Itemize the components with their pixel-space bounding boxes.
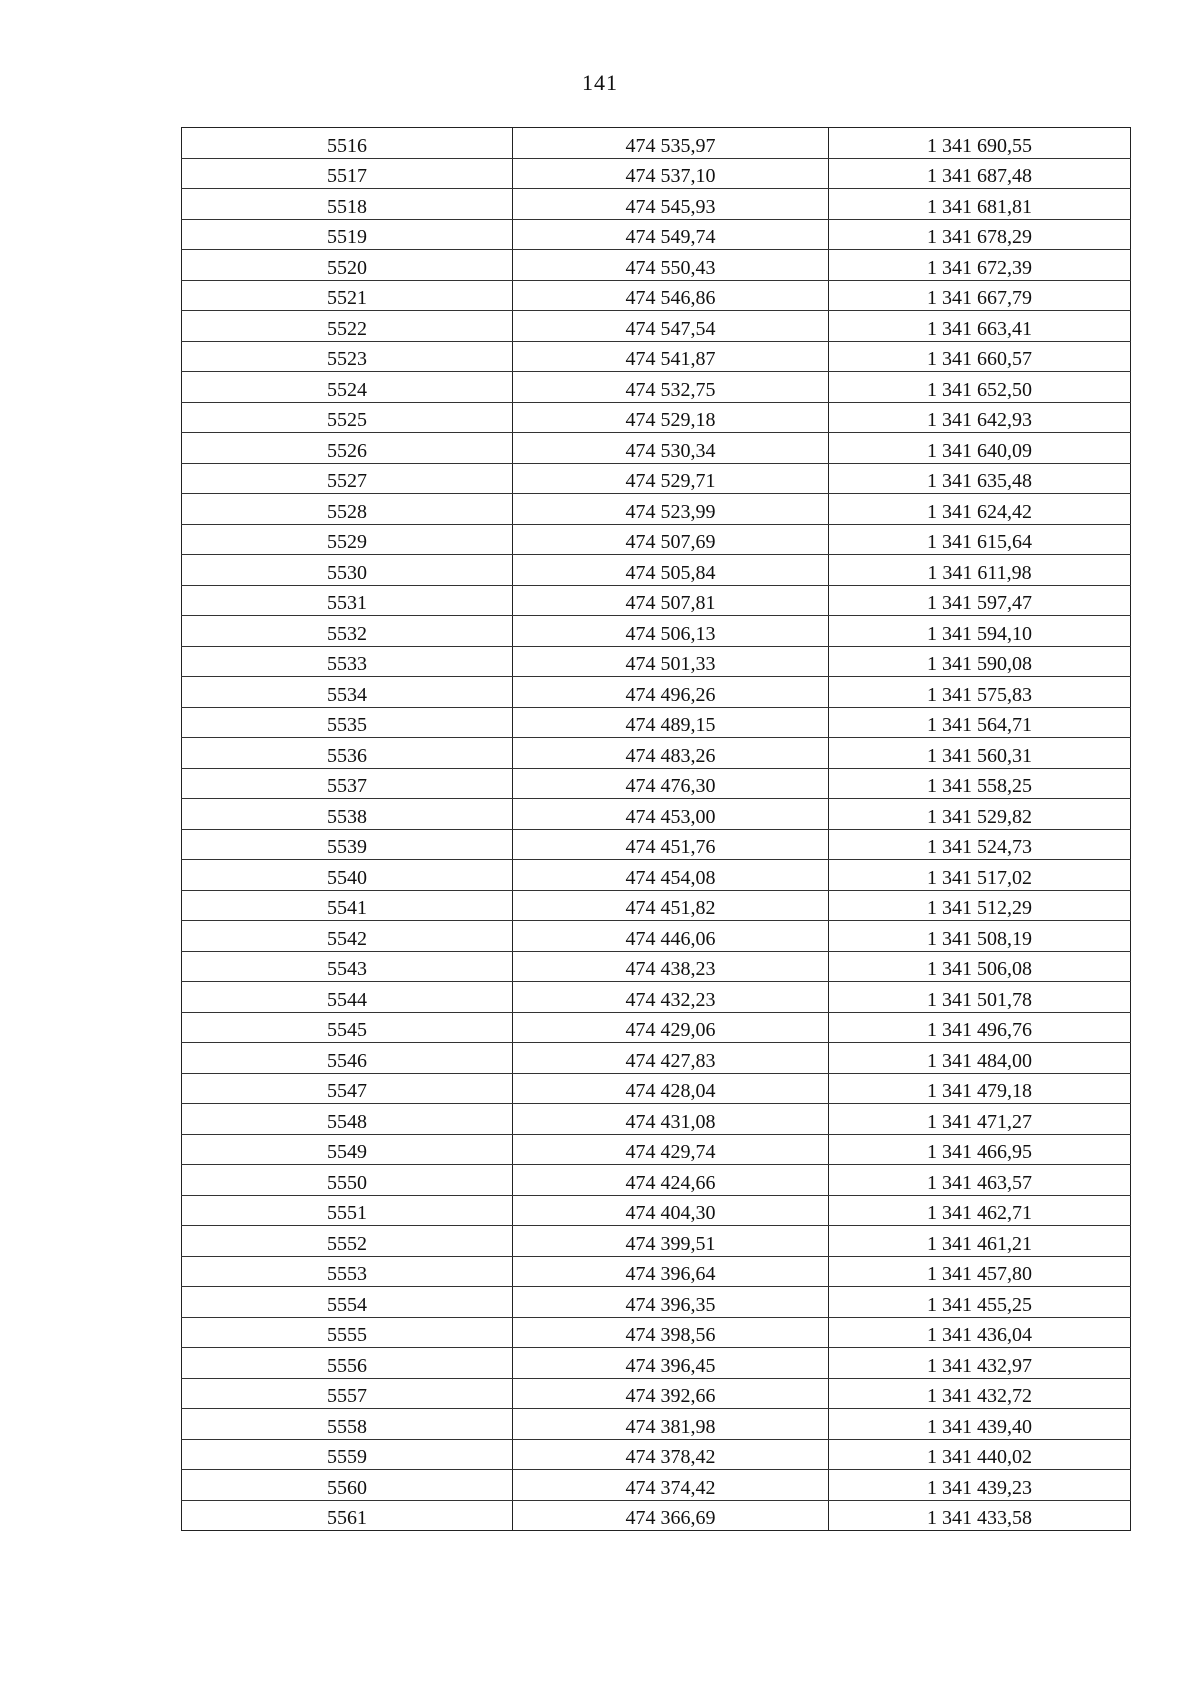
table-row: [182, 372, 1131, 403]
point-number-cell: 5527: [182, 463, 513, 494]
table-row: [182, 494, 1131, 525]
table-row: [182, 433, 1131, 464]
y-coordinate-cell: 1 341 439,40: [829, 1409, 1131, 1440]
coordinates-table: [181, 127, 1131, 1531]
table-row: [182, 799, 1131, 830]
y-coordinate-cell: 1 341 672,39: [829, 250, 1131, 281]
point-number-cell: 5533: [182, 646, 513, 677]
table-row: [182, 341, 1131, 372]
x-coordinate-cell: 474 432,23: [513, 982, 829, 1013]
point-number-cell: 5560: [182, 1470, 513, 1501]
table-row: [182, 128, 1131, 159]
x-coordinate-cell: 474 429,06: [513, 1012, 829, 1043]
point-number-cell: 5558: [182, 1409, 513, 1440]
x-coordinate-cell: 474 404,30: [513, 1195, 829, 1226]
y-coordinate-cell: 1 341 461,21: [829, 1226, 1131, 1257]
x-coordinate-cell: 474 535,97: [513, 128, 829, 159]
point-number-cell: 5521: [182, 280, 513, 311]
y-coordinate-cell: 1 341 501,78: [829, 982, 1131, 1013]
point-number-cell: 5539: [182, 829, 513, 860]
point-number-cell: 5519: [182, 219, 513, 250]
table-body: [182, 128, 1131, 1531]
table-row: [182, 768, 1131, 799]
x-coordinate-cell: 474 532,75: [513, 372, 829, 403]
y-coordinate-cell: 1 341 687,48: [829, 158, 1131, 189]
table-row: [182, 951, 1131, 982]
y-coordinate-cell: 1 341 524,73: [829, 829, 1131, 860]
y-coordinate-cell: 1 341 597,47: [829, 585, 1131, 616]
y-coordinate-cell: 1 341 660,57: [829, 341, 1131, 372]
x-coordinate-cell: 474 454,08: [513, 860, 829, 891]
x-coordinate-cell: 474 366,69: [513, 1500, 829, 1531]
table-row: [182, 1348, 1131, 1379]
table-row: [182, 1500, 1131, 1531]
table-row: [182, 890, 1131, 921]
x-coordinate-cell: 474 546,86: [513, 280, 829, 311]
x-coordinate-cell: 474 489,15: [513, 707, 829, 738]
point-number-cell: 5525: [182, 402, 513, 433]
point-number-cell: 5536: [182, 738, 513, 769]
table-row: [182, 402, 1131, 433]
table-row: [182, 555, 1131, 586]
table-row: [182, 1317, 1131, 1348]
x-coordinate-cell: 474 541,87: [513, 341, 829, 372]
table-row: [182, 463, 1131, 494]
x-coordinate-cell: 474 507,69: [513, 524, 829, 555]
y-coordinate-cell: 1 341 455,25: [829, 1287, 1131, 1318]
y-coordinate-cell: 1 341 517,02: [829, 860, 1131, 891]
y-coordinate-cell: 1 341 624,42: [829, 494, 1131, 525]
point-number-cell: 5526: [182, 433, 513, 464]
point-number-cell: 5561: [182, 1500, 513, 1531]
point-number-cell: 5517: [182, 158, 513, 189]
x-coordinate-cell: 474 398,56: [513, 1317, 829, 1348]
point-number-cell: 5520: [182, 250, 513, 281]
table-row: [182, 829, 1131, 860]
x-coordinate-cell: 474 507,81: [513, 585, 829, 616]
y-coordinate-cell: 1 341 432,72: [829, 1378, 1131, 1409]
y-coordinate-cell: 1 341 508,19: [829, 921, 1131, 952]
y-coordinate-cell: 1 341 635,48: [829, 463, 1131, 494]
x-coordinate-cell: 474 547,54: [513, 311, 829, 342]
y-coordinate-cell: 1 341 457,80: [829, 1256, 1131, 1287]
y-coordinate-cell: 1 341 681,81: [829, 189, 1131, 220]
point-number-cell: 5531: [182, 585, 513, 616]
table-row: [182, 1012, 1131, 1043]
y-coordinate-cell: 1 341 678,29: [829, 219, 1131, 250]
x-coordinate-cell: 474 399,51: [513, 1226, 829, 1257]
y-coordinate-cell: 1 341 564,71: [829, 707, 1131, 738]
point-number-cell: 5548: [182, 1104, 513, 1135]
point-number-cell: 5530: [182, 555, 513, 586]
y-coordinate-cell: 1 341 529,82: [829, 799, 1131, 830]
x-coordinate-cell: 474 545,93: [513, 189, 829, 220]
x-coordinate-cell: 474 438,23: [513, 951, 829, 982]
x-coordinate-cell: 474 549,74: [513, 219, 829, 250]
x-coordinate-cell: 474 396,64: [513, 1256, 829, 1287]
x-coordinate-cell: 474 483,26: [513, 738, 829, 769]
table-row: [182, 311, 1131, 342]
point-number-cell: 5534: [182, 677, 513, 708]
point-number-cell: 5542: [182, 921, 513, 952]
table-row: [182, 1378, 1131, 1409]
y-coordinate-cell: 1 341 463,57: [829, 1165, 1131, 1196]
x-coordinate-cell: 474 429,74: [513, 1134, 829, 1165]
point-number-cell: 5544: [182, 982, 513, 1013]
table-row: [182, 1409, 1131, 1440]
table-row: [182, 1287, 1131, 1318]
table-row: [182, 646, 1131, 677]
x-coordinate-cell: 474 523,99: [513, 494, 829, 525]
point-number-cell: 5532: [182, 616, 513, 647]
point-number-cell: 5557: [182, 1378, 513, 1409]
x-coordinate-cell: 474 496,26: [513, 677, 829, 708]
point-number-cell: 5516: [182, 128, 513, 159]
page-number: 141: [582, 70, 618, 95]
y-coordinate-cell: 1 341 652,50: [829, 372, 1131, 403]
point-number-cell: 5537: [182, 768, 513, 799]
x-coordinate-cell: 474 396,45: [513, 1348, 829, 1379]
x-coordinate-cell: 474 451,82: [513, 890, 829, 921]
table-row: [182, 1165, 1131, 1196]
x-coordinate-cell: 474 506,13: [513, 616, 829, 647]
x-coordinate-cell: 474 392,66: [513, 1378, 829, 1409]
table-row: [182, 250, 1131, 281]
point-number-cell: 5543: [182, 951, 513, 982]
y-coordinate-cell: 1 341 462,71: [829, 1195, 1131, 1226]
x-coordinate-cell: 474 431,08: [513, 1104, 829, 1135]
point-number-cell: 5528: [182, 494, 513, 525]
y-coordinate-cell: 1 341 432,97: [829, 1348, 1131, 1379]
table-row: [182, 585, 1131, 616]
x-coordinate-cell: 474 446,06: [513, 921, 829, 952]
point-number-cell: 5549: [182, 1134, 513, 1165]
point-number-cell: 5523: [182, 341, 513, 372]
point-number-cell: 5529: [182, 524, 513, 555]
y-coordinate-cell: 1 341 640,09: [829, 433, 1131, 464]
x-coordinate-cell: 474 550,43: [513, 250, 829, 281]
y-coordinate-cell: 1 341 642,93: [829, 402, 1131, 433]
x-coordinate-cell: 474 537,10: [513, 158, 829, 189]
point-number-cell: 5551: [182, 1195, 513, 1226]
table-row: [182, 1073, 1131, 1104]
table-row: [182, 158, 1131, 189]
x-coordinate-cell: 474 427,83: [513, 1043, 829, 1074]
x-coordinate-cell: 474 378,42: [513, 1439, 829, 1470]
table-row: [182, 860, 1131, 891]
y-coordinate-cell: 1 341 484,00: [829, 1043, 1131, 1074]
x-coordinate-cell: 474 530,34: [513, 433, 829, 464]
x-coordinate-cell: 474 424,66: [513, 1165, 829, 1196]
point-number-cell: 5546: [182, 1043, 513, 1074]
point-number-cell: 5559: [182, 1439, 513, 1470]
x-coordinate-cell: 474 396,35: [513, 1287, 829, 1318]
point-number-cell: 5553: [182, 1256, 513, 1287]
y-coordinate-cell: 1 341 439,23: [829, 1470, 1131, 1501]
y-coordinate-cell: 1 341 560,31: [829, 738, 1131, 769]
y-coordinate-cell: 1 341 663,41: [829, 311, 1131, 342]
y-coordinate-cell: 1 341 512,29: [829, 890, 1131, 921]
x-coordinate-cell: 474 381,98: [513, 1409, 829, 1440]
y-coordinate-cell: 1 341 466,95: [829, 1134, 1131, 1165]
y-coordinate-cell: 1 341 558,25: [829, 768, 1131, 799]
x-coordinate-cell: 474 476,30: [513, 768, 829, 799]
y-coordinate-cell: 1 341 496,76: [829, 1012, 1131, 1043]
point-number-cell: 5547: [182, 1073, 513, 1104]
y-coordinate-cell: 1 341 440,02: [829, 1439, 1131, 1470]
table-row: [182, 1439, 1131, 1470]
y-coordinate-cell: 1 341 436,04: [829, 1317, 1131, 1348]
point-number-cell: 5522: [182, 311, 513, 342]
y-coordinate-cell: 1 341 690,55: [829, 128, 1131, 159]
y-coordinate-cell: 1 341 575,83: [829, 677, 1131, 708]
table-row: [182, 189, 1131, 220]
x-coordinate-cell: 474 529,18: [513, 402, 829, 433]
point-number-cell: 5555: [182, 1317, 513, 1348]
y-coordinate-cell: 1 341 667,79: [829, 280, 1131, 311]
table-row: [182, 707, 1131, 738]
table-row: [182, 1104, 1131, 1135]
table-row: [182, 677, 1131, 708]
point-number-cell: 5518: [182, 189, 513, 220]
y-coordinate-cell: 1 341 615,64: [829, 524, 1131, 555]
y-coordinate-cell: 1 341 594,10: [829, 616, 1131, 647]
table-row: [182, 219, 1131, 250]
point-number-cell: 5550: [182, 1165, 513, 1196]
y-coordinate-cell: 1 341 611,98: [829, 555, 1131, 586]
x-coordinate-cell: 474 428,04: [513, 1073, 829, 1104]
point-number-cell: 5538: [182, 799, 513, 830]
table-row: [182, 1134, 1131, 1165]
x-coordinate-cell: 474 529,71: [513, 463, 829, 494]
y-coordinate-cell: 1 341 433,58: [829, 1500, 1131, 1531]
table-row: [182, 524, 1131, 555]
point-number-cell: 5535: [182, 707, 513, 738]
x-coordinate-cell: 474 505,84: [513, 555, 829, 586]
point-number-cell: 5556: [182, 1348, 513, 1379]
table-row: [182, 982, 1131, 1013]
y-coordinate-cell: 1 341 479,18: [829, 1073, 1131, 1104]
x-coordinate-cell: 474 501,33: [513, 646, 829, 677]
table-row: [182, 280, 1131, 311]
table-row: [182, 738, 1131, 769]
table-row: [182, 1256, 1131, 1287]
point-number-cell: 5540: [182, 860, 513, 891]
point-number-cell: 5545: [182, 1012, 513, 1043]
point-number-cell: 5552: [182, 1226, 513, 1257]
table-row: [182, 1043, 1131, 1074]
point-number-cell: 5541: [182, 890, 513, 921]
y-coordinate-cell: 1 341 590,08: [829, 646, 1131, 677]
table-row: [182, 1195, 1131, 1226]
table-row: [182, 616, 1131, 647]
y-coordinate-cell: 1 341 471,27: [829, 1104, 1131, 1135]
point-number-cell: 5554: [182, 1287, 513, 1318]
x-coordinate-cell: 474 451,76: [513, 829, 829, 860]
table-row: [182, 1470, 1131, 1501]
x-coordinate-cell: 474 453,00: [513, 799, 829, 830]
table-row: [182, 921, 1131, 952]
table-row: [182, 1226, 1131, 1257]
point-number-cell: 5524: [182, 372, 513, 403]
y-coordinate-cell: 1 341 506,08: [829, 951, 1131, 982]
x-coordinate-cell: 474 374,42: [513, 1470, 829, 1501]
